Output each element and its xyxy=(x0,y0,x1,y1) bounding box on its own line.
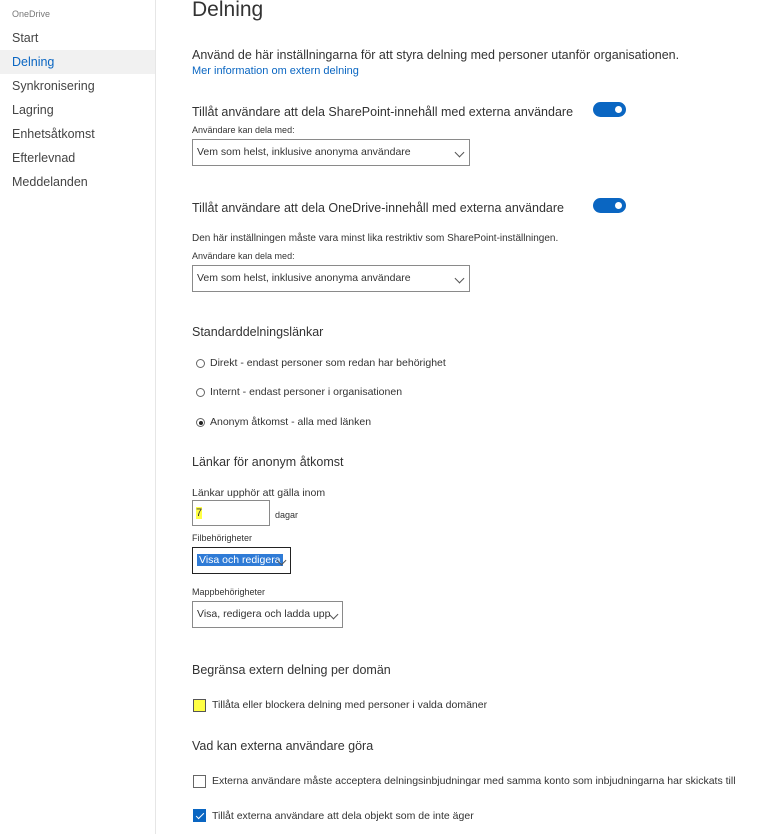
sharepoint-share-value: Vem som helst, inklusive anonyma användare xyxy=(197,146,411,158)
onedrive-share-select[interactable] xyxy=(192,265,470,292)
domain-limit-label: Tillåta eller blockera delning med personer i valda domäner xyxy=(212,699,488,711)
sidebar-item-meddelanden[interactable]: Meddelanden xyxy=(12,175,88,189)
onedrive-heading: Tillåt användare att dela OneDrive-innehåll med externa användare xyxy=(192,201,564,215)
sidebar-item-efterlevnad[interactable]: Efterlevnad xyxy=(12,151,76,165)
page-description: Använd de här inställningarna för att styra delning med personer utanför organisationen. xyxy=(192,48,680,62)
accept-invitations-checkbox[interactable] xyxy=(193,775,206,788)
folder-perm-select[interactable] xyxy=(192,601,343,628)
app-name: OneDrive xyxy=(12,9,51,19)
external-users-heading: Vad kan externa användare göra xyxy=(192,739,374,753)
sidebar xyxy=(0,0,156,834)
onedrive-share-label: Användare kan dela med: xyxy=(192,251,295,261)
chevron-down-icon xyxy=(455,148,465,158)
file-perm-value: Visa och redigera xyxy=(199,554,281,566)
chevron-down-icon xyxy=(455,274,465,284)
sidebar-item-synkronisering[interactable]: Synkronisering xyxy=(12,79,95,93)
sharepoint-share-label: Användare kan dela med: xyxy=(192,125,295,135)
default-links-heading: Standarddelningslänkar xyxy=(192,325,324,339)
sharepoint-toggle[interactable] xyxy=(593,102,626,117)
radio-direct[interactable] xyxy=(196,359,205,368)
file-perm-select[interactable] xyxy=(192,547,291,574)
folder-perm-label: Mappbehörigheter xyxy=(192,587,266,597)
sharepoint-share-select[interactable] xyxy=(192,139,470,166)
radio-internal-label: Internt - endast personer i organisationen xyxy=(210,386,403,398)
sidebar-item-start[interactable]: Start xyxy=(12,31,39,45)
sidebar-item-lagring[interactable]: Lagring xyxy=(12,103,54,117)
expire-label: Länkar upphör att gälla inom xyxy=(192,487,326,499)
onedrive-toggle[interactable] xyxy=(593,198,626,213)
sidebar-item-delning[interactable]: Delning xyxy=(0,50,155,74)
expire-value: 7 xyxy=(196,507,203,519)
file-perm-label: Filbehörigheter xyxy=(192,533,253,543)
radio-anonymous[interactable] xyxy=(196,418,205,427)
radio-anonymous-label: Anonym åtkomst - alla med länken xyxy=(210,416,372,428)
page-title: Delning xyxy=(192,0,264,21)
sidebar-item-enhetsatkomst[interactable]: Enhetsåtkomst xyxy=(12,127,95,141)
onedrive-share-value: Vem som helst, inklusive anonyma användare xyxy=(197,272,411,284)
accept-invitations-label: Externa användare måste acceptera delningsinbjudningar med samma konto som inbjudningarna har skickats till xyxy=(212,775,736,787)
anon-links-heading: Länkar för anonym åtkomst xyxy=(192,455,344,469)
share-not-owned-checkbox[interactable] xyxy=(193,809,206,822)
domain-limit-heading: Begränsa extern delning per domän xyxy=(192,663,391,677)
sharepoint-heading: Tillåt användare att dela SharePoint-innehåll med externa användare xyxy=(192,105,574,119)
onedrive-note: Den här inställningen måste vara minst lika restriktiv som SharePoint-inställningen. xyxy=(192,233,559,244)
radio-internal[interactable] xyxy=(196,388,205,397)
expire-input[interactable] xyxy=(192,500,270,526)
radio-direct-label: Direkt - endast personer som redan har behörighet xyxy=(210,357,446,369)
folder-perm-value: Visa, redigera och ladda upp xyxy=(197,608,331,620)
domain-limit-checkbox[interactable] xyxy=(193,699,206,712)
expire-unit: dagar xyxy=(275,510,299,520)
share-not-owned-label: Tillåt externa användare att dela objekt som de inte äger xyxy=(212,810,474,822)
more-info-link[interactable]: Mer information om extern delning xyxy=(192,65,359,77)
